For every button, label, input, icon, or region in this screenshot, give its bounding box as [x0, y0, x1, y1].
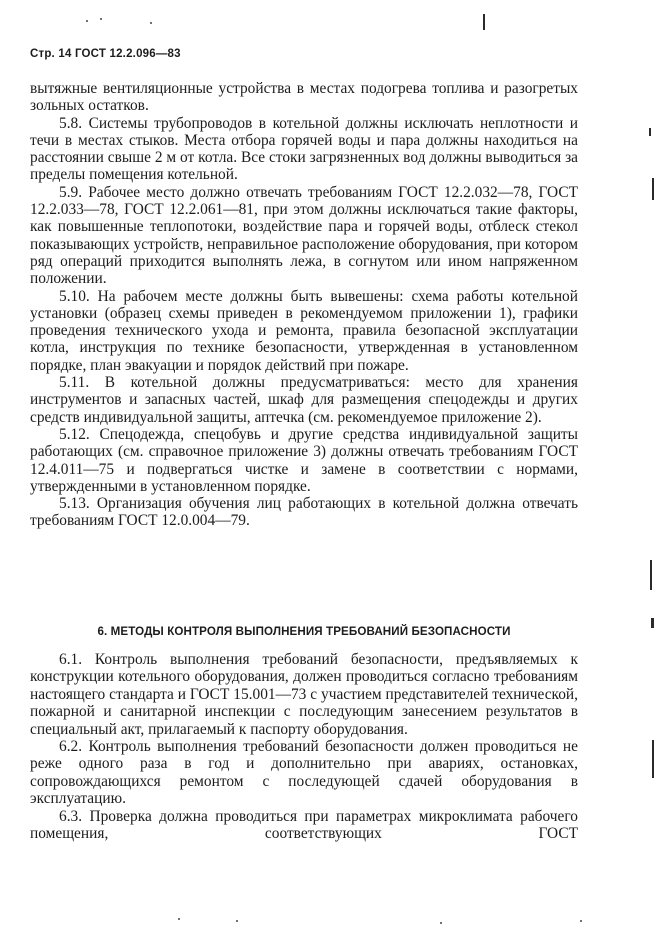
- scan-speck: [86, 20, 88, 22]
- page-header: Стр. 14 ГОСТ 12.2.096—83: [30, 48, 181, 60]
- paragraph-5-8: 5.8. Системы трубопроводов в котельной должны исключать неплотности и течи в местах стыков. Места отбора горячей воды и пара должны находиться на расстоянии свыше 2 м от котла. Все стоки загрязненных вод должны выводиться за пределы помещения котельной.: [30, 114, 578, 184]
- scan-speck: [100, 18, 102, 20]
- paragraph-5-7-continuation: вытяжные вентиляционные устройства в местах подогрева топлива и разогретых зольных остатков.: [30, 80, 578, 115]
- paragraph-5-9: 5.9. Рабочее место должно отвечать требованиям ГОСТ 12.2.032—78, ГОСТ 12.2.033—78, ГОСТ 12.2.061—81, при этом должны исключаться такие факторы, как повышенные теплопотоки, воздействие пара и горячей воды, отблеск стекол показывающих устройств, неправильное расположение оборудования, при котором ряд операций приходится выполнять лежа, в согнутом или ином напряженном положении.: [30, 183, 578, 288]
- paragraph-6-1: 6.1. Контроль выполнения требований безопасности, предъявляемых к конструкции котельного оборудования, должен проводиться согласно требованиям настоящего стандарта и ГОСТ 15.001—73 с участием представителей технической, пожарной и санитарной инспекции с последующим занесением результатов в специальный акт, прилагаемый к паспорту оборудования.: [30, 651, 578, 738]
- scan-mark-right-1: [649, 128, 651, 136]
- paragraph-6-2: 6.2. Контроль выполнения требований безопасности должен проводиться не реже одного раза в год и дополнительно при авариях, остановках, сопровождающихся ремонтом с последующей сдачей оборудования в эксплуатацию.: [30, 738, 578, 808]
- paragraph-5-10: 5.10. На рабочем месте должны быть вывешены: схема работы котельной установки (образец схемы приведен в рекомендуемом приложении 1), графики проведения технического ухода и ремонта, правила безопасной эксплуатации котла, инструкция по технике безопасности, утвержденная в установленном порядке, план эвакуации и порядок действий при пожаре.: [30, 287, 578, 374]
- paragraph-5-12: 5.12. Спецодежда, спецобувь и другие средства индивидуальной защиты работающих (см. справочное приложение 3) должны отвечать требованиям ГОСТ 12.4.011—75 и подвергаться чистке и замене в соответствии с нормами, утвержденными в установленном порядке.: [30, 425, 578, 495]
- paragraph-6-3: 6.3. Проверка должна проводиться при параметрах микроклимата рабочего помещения, соответствующих ГОСТ: [30, 807, 578, 843]
- scan-mark-right-4: [651, 618, 654, 628]
- section-6-body: [30, 651, 578, 842]
- scan-mark-top: [483, 14, 485, 30]
- paragraph-5-13: 5.13. Организация обучения лиц работающих в котельной должна отвечать требованиям ГОСТ 12.0.004—79.: [30, 495, 578, 530]
- scan-speck: [178, 918, 180, 920]
- scan-mark-right-3: [650, 560, 652, 590]
- scan-speck: [580, 920, 582, 922]
- scan-mark-right-5: [652, 740, 654, 778]
- section-5-body: [30, 80, 578, 530]
- scan-mark-right-2: [652, 178, 654, 200]
- scan-speck: [236, 920, 238, 922]
- scan-speck: [150, 22, 152, 24]
- section-6-heading: 6. МЕТОДЫ КОНТРОЛЯ ВЫПОЛНЕНИЯ ТРЕБОВАНИЙ БЕЗОПАСНОСТИ: [97, 625, 511, 638]
- paragraph-5-11: 5.11. В котельной должны предусматриваться: место для хранения инструментов и запасных частей, шкаф для размещения спецодежды и других средств индивидуальной защиты, аптечка (см. рекомендуемое приложение 2).: [30, 374, 578, 426]
- scan-speck: [440, 922, 442, 924]
